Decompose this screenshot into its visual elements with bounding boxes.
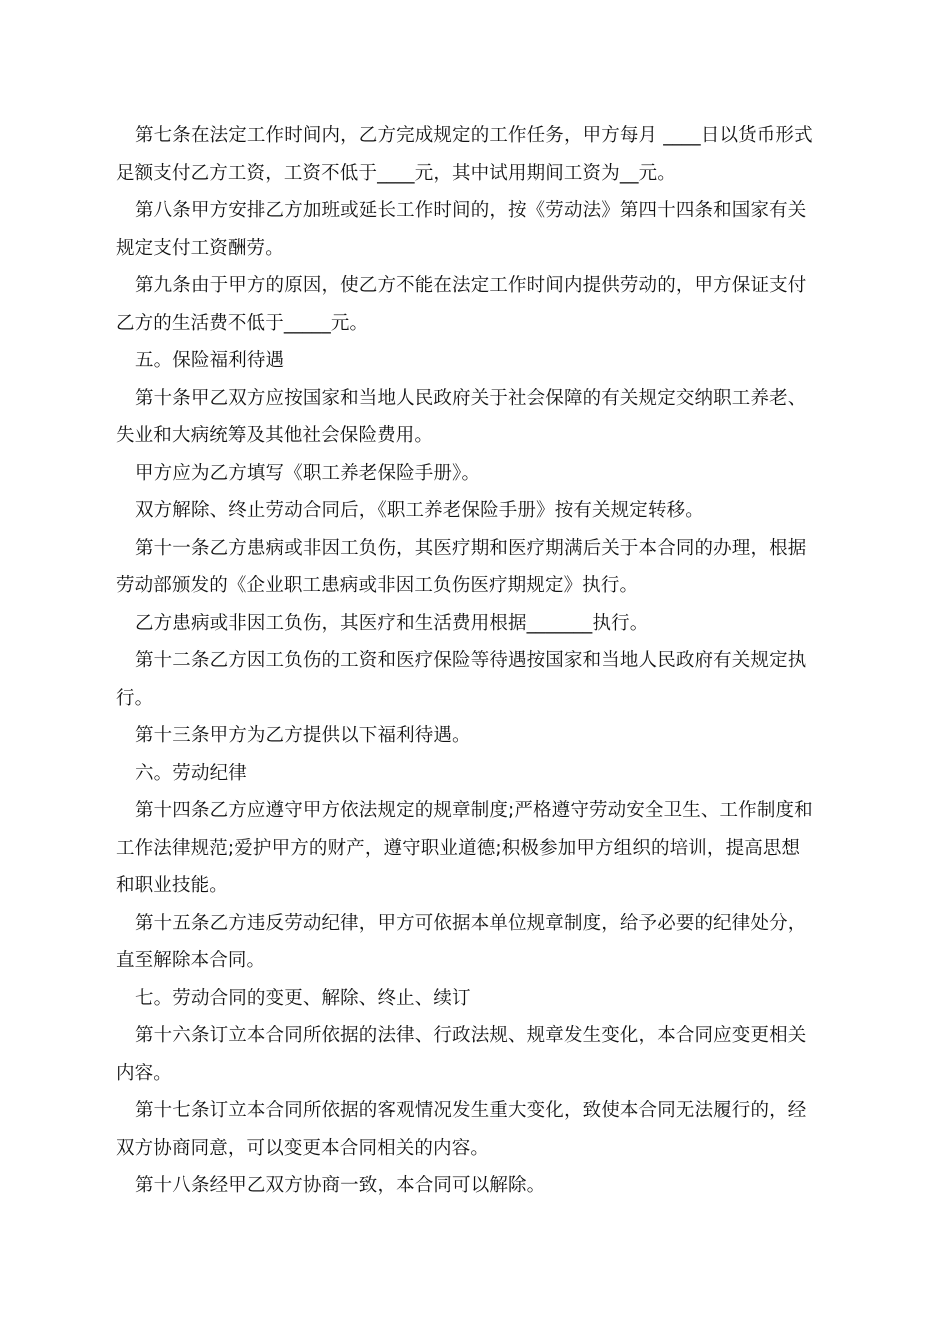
- text-line: 第八条甲方安排乙方加班或延长工作时间的，按《劳动法》第四十四条和国家有关: [135, 200, 807, 221]
- text-line: 第九条由于甲方的原因，使乙方不能在法定工作时间内提供劳动的，甲方保证支付: [135, 275, 807, 296]
- text-line: 乙方的生活费不低于_____元。: [116, 312, 369, 334]
- text-line: 行。: [116, 687, 154, 709]
- text-line: 第七条在法定工作时间内，乙方完成规定的工作任务，甲方每月 ____日以货币形式: [135, 125, 813, 146]
- text-line: 第十三条甲方为乙方提供以下福利待遇。: [135, 725, 471, 746]
- text-line: 劳动部颁发的《企业职工患病或非因工负伤医疗期规定》执行。: [116, 575, 639, 596]
- text-line: 第十六条订立本合同所依据的法律、行政法规、规章发生变化，本合同应变更相关: [135, 1025, 807, 1046]
- text-line: 第十一条乙方患病或非因工负伤，其医疗期和医疗期满后关于本合同的办理，根据: [135, 537, 807, 559]
- text-line: 内容。: [116, 1062, 172, 1084]
- document-body: [116, 117, 834, 1205]
- text-line: 双方协商同意，可以变更本合同相关的内容。: [116, 1137, 490, 1159]
- text-line: 第十二条乙方因工负伤的工资和医疗保险等待遇按国家和当地人民政府有关规定执: [135, 650, 807, 671]
- text-line: 工作法律规范;爱护甲方的财产，遵守职业道德;积极参加甲方组织的培训，提高思想: [116, 837, 801, 859]
- text-line: 第十八条经甲乙双方协商一致，本合同可以解除。: [135, 1175, 546, 1196]
- text-line: 直至解除本合同。: [116, 950, 266, 971]
- text-line: 七。劳动合同的变更、解除、终止、续订: [135, 987, 471, 1009]
- text-line: 失业和大病统筹及其他社会保险费用。: [116, 425, 434, 446]
- text-line: 乙方患病或非因工负伤，其医疗和生活费用根据_______执行。: [135, 612, 649, 634]
- text-line: 五。保险福利待遇: [135, 350, 285, 371]
- text-line: 六。劳动纪律: [135, 762, 247, 784]
- text-line: 第十七条订立本合同所依据的客观情况发生重大变化，致使本合同无法履行的，经: [135, 1100, 807, 1121]
- text-line: 双方解除、终止劳动合同后，《职工养老保险手册》按有关规定转移。: [135, 500, 704, 521]
- text-line: 第十五条乙方违反劳动纪律，甲方可依据本单位规章制度，给予必要的纪律处分，: [135, 912, 807, 934]
- text-line: 第十条甲乙双方应按国家和当地人民政府关于社会保障的有关规定交纳职工养老、: [135, 387, 807, 409]
- text-line: 规定支付工资酬劳。: [116, 237, 284, 259]
- text-line: 和职业技能。: [116, 875, 228, 896]
- text-line: 甲方应为乙方填写《职工养老保险手册》。: [135, 462, 481, 484]
- text-line: 第十四条乙方应遵守甲方依法规定的规章制度;严格遵守劳动安全卫生、工作制度和: [135, 800, 813, 821]
- text-line: 足额支付乙方工资，工资不低于____元，其中试用期间工资为__元。: [116, 162, 676, 184]
